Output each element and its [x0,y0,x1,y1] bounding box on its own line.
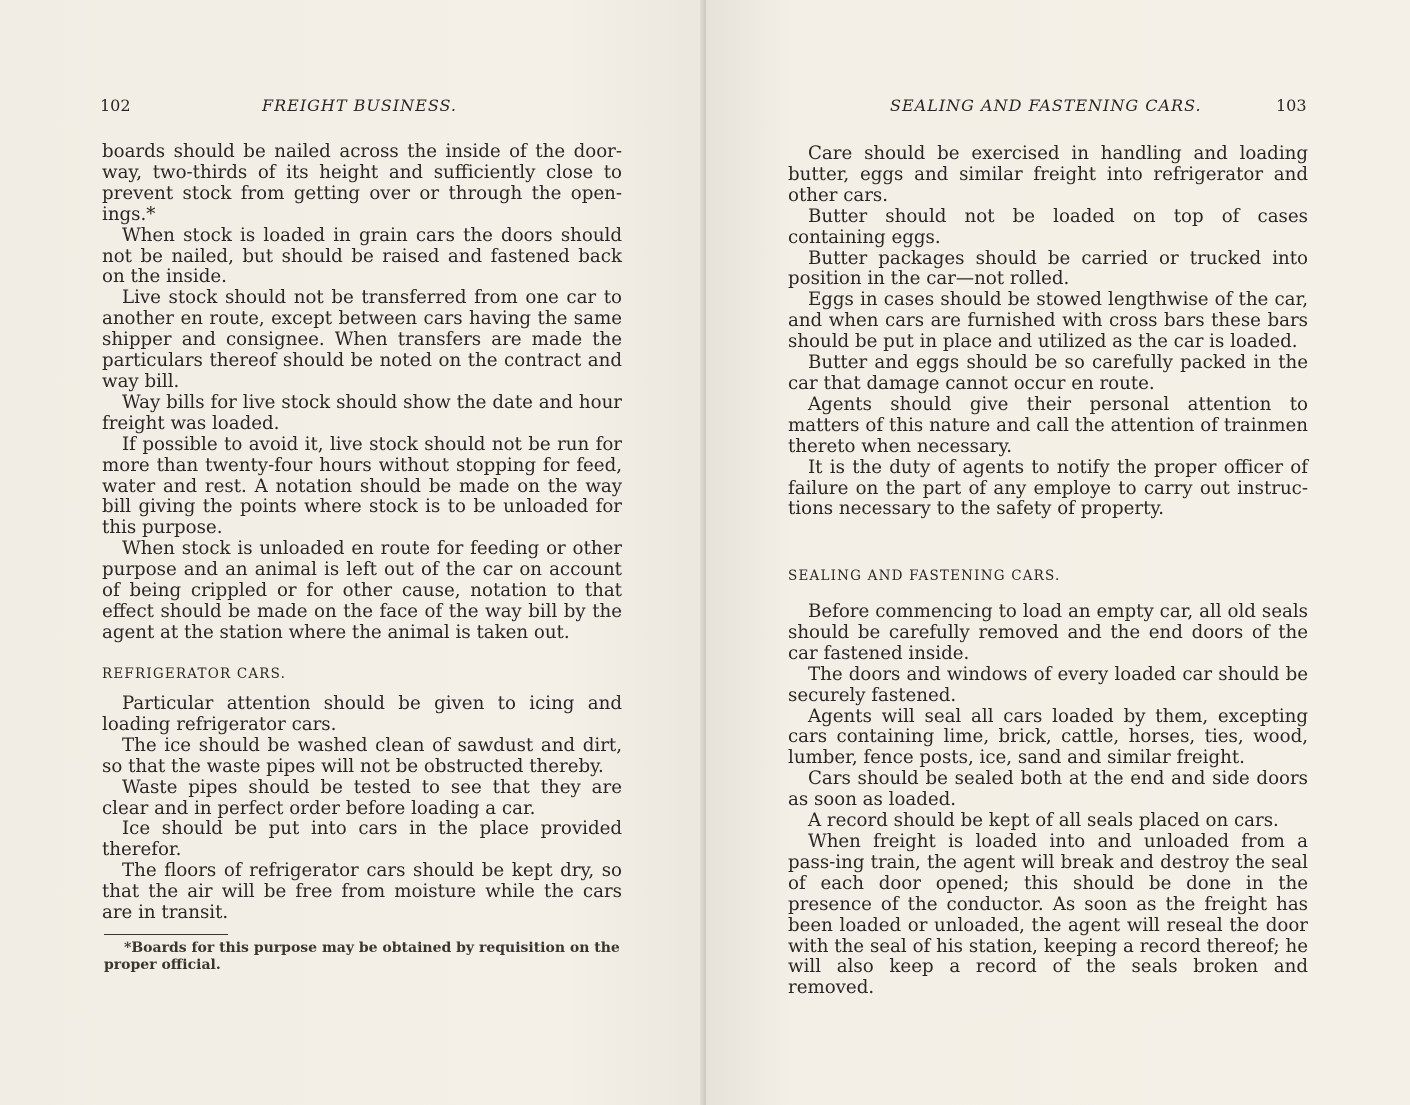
right-page-number: 103 [1276,96,1307,115]
paragraph: Butter and eggs should be so carefully packed in the car that damage cannot occur en route. [788,352,1308,394]
right-page [706,0,1410,1105]
paragraph: Care should be exercised in handling and loading butter, eggs and similar freight into refrigerator and other cars. [788,143,1308,206]
right-running-head: SEALING AND FASTENING CARS. [890,96,1202,115]
paragraph: If possible to avoid it, live stock should not be run for more than twenty-four hours without stopping for feed, water and rest. A notation should be made on the way bill giving the points where stock is to be unloaded for this purpose. [102,433,622,539]
paragraph: It is the duty of agents to notify the proper officer of failure on the part of any employe to carry out instruc-tions necessary to the safety of property. [788,456,1308,520]
left-running-head: FREIGHT BUSINESS. [262,96,457,115]
footnote: *Boards for this purpose may be obtained by requisition on the proper official. [104,940,620,973]
paragraph: Before commencing to load an empty car, all old seals should be carefully removed and the end doors of the car fastened inside. [788,601,1308,664]
paragraph: Eggs in cases should be stowed lengthwise of the car, and when cars are furnished with cross bars these bars should be put in place and utilized as the car is loaded. [788,289,1308,353]
right-text-body [788,144,1308,520]
paragraph: When stock is unloaded en route for feeding or other purpose and an animal is left out of the car on account of being crippled or for other cause, notation to that effect should be made on the face of the way bill by the agent at the station where the animal is taken out. [102,538,622,643]
paragraph: Waste pipes should be tested to see that they are clear and in perfect order before loading a car. [102,776,622,819]
paragraph: The floors of refrigerator cars should be kept dry, so that the air will be free from moisture while the cars are in transit. [102,860,622,924]
paragraph: Live stock should not be transferred from one car to another en route, except between cars having the same shipper and consignee. When transfers are made the particulars thereof should be noted on the contract and way bill. [102,287,622,392]
paragraph: When stock is loaded in grain cars the doors should not be nailed, but should be raised and fastened back on the inside. [102,224,622,288]
paragraph: Particular attention should be given to icing and loading refrigerator cars. [102,693,622,735]
paragraph: When freight is loaded into and unloaded from a pass-ing train, the agent will break and destroy the seal of each door opened; this should be done in the presence of the conductor. As soon as the freight has been loaded or unloaded, the agent will reseal the door with the seal of his station, keeping a record thereof; he will also keep a record of the seals broken and removed. [788,830,1308,999]
section-title-refrigerator-cars: REFRIGERATOR CARS. [102,666,287,682]
paragraph: Agents will seal all cars loaded by them, excepting cars containing lime, brick, cattle, horses, ties, wood, lumber, fence posts, ice, sand and similar freight. [788,705,1308,769]
paragraph: boards should be nailed across the inside of the door-way, two-thirds of its height and sufficiently close to prevent stock from getting over or through the open-ings.* [102,141,622,225]
section-title-sealing-and-fastening-cars: SEALING AND FASTENING CARS. [788,568,1061,584]
right-text-body-2 [788,602,1308,999]
left-text-body [102,142,622,644]
paragraph: Agents should give their personal attention to matters of this nature and call the attention of trainmen thereto when necessary. [788,393,1308,457]
paragraph: Ice should be put into cars in the place provided therefor. [102,818,622,861]
paragraph: The doors and windows of every loaded car should be securely fastened. [788,663,1308,706]
paragraph: Butter should not be loaded on top of cases containing eggs. [788,205,1308,248]
paragraph: A record should be kept of all seals placed on cars. [808,810,1279,832]
paragraph: The ice should be washed clean of sawdust and dirt, so that the waste pipes will not be obstructed thereby. [102,734,622,777]
paragraph: Way bills for live stock should show the date and hour freight was loaded. [102,391,622,434]
left-text-body-2 [102,694,622,924]
footnote-rule [104,934,228,935]
left-page-number: 102 [100,96,131,115]
paragraph: Cars should be sealed both at the end and side doors as soon as loaded. [788,768,1308,811]
left-page [0,0,704,1105]
paragraph: Butter packages should be carried or trucked into position in the car—not rolled. [788,247,1308,290]
